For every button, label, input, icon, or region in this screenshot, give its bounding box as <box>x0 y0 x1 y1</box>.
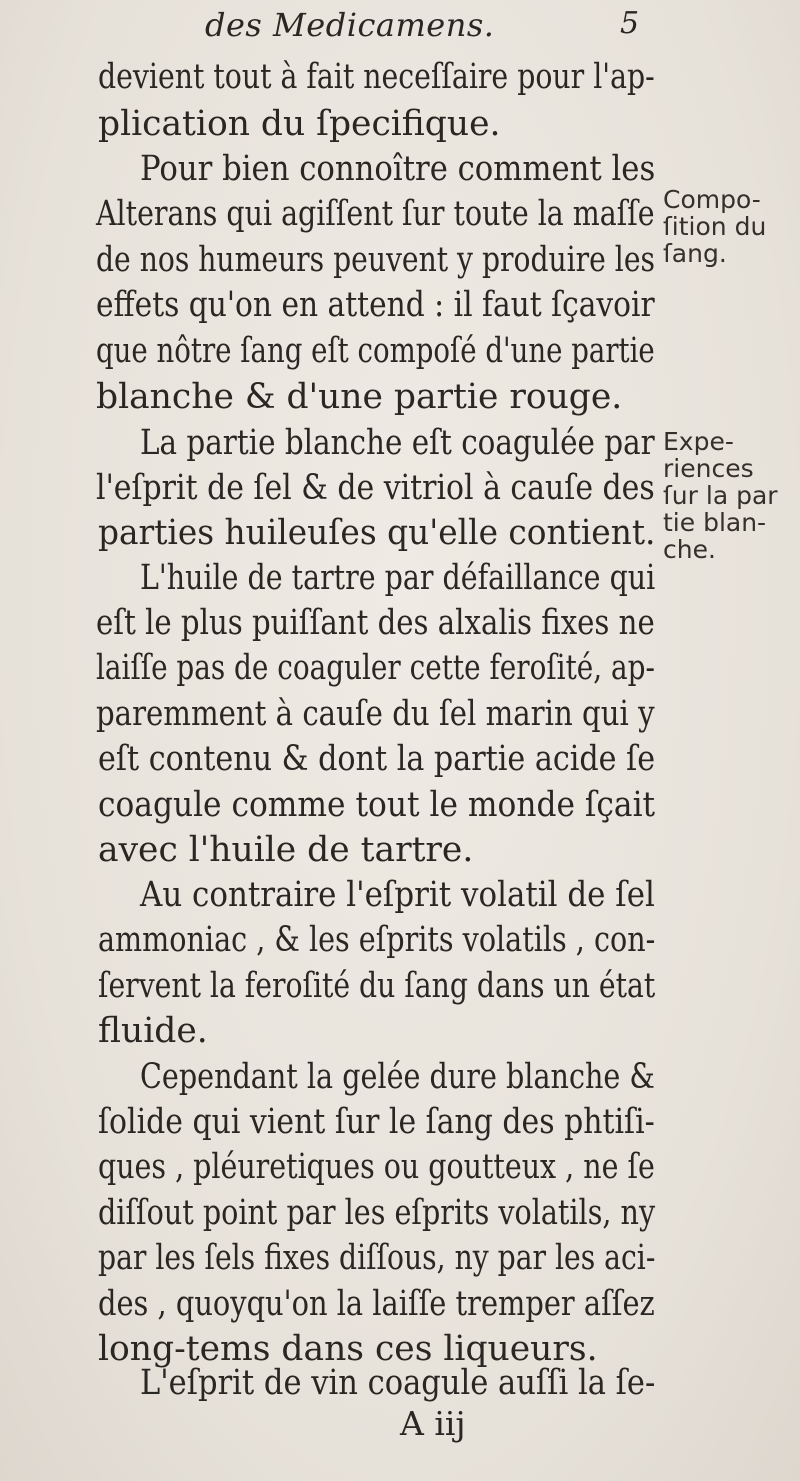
text-line: coagule comme tout le monde ſçait <box>98 785 656 825</box>
text-line: parties huileuſes qu'elle contient. <box>98 513 656 553</box>
text-line: eſt le plus puiſſant des alxalis fixes ne <box>96 603 655 643</box>
text-line: blanche & d'une partie rouge. <box>96 377 623 417</box>
text-line: devient tout à fait neceſſaire pour l'ap- <box>98 57 655 97</box>
text-line: ques , pléuretiques ou goutteux , ne ſe <box>98 1147 655 1187</box>
text-line: Pour bien connoître comment les <box>140 149 656 189</box>
running-title: des Medicamens. <box>205 6 495 44</box>
margin-note-line: che. <box>663 535 716 564</box>
page-number: 5 <box>620 6 640 41</box>
margin-note <box>663 428 793 563</box>
margin-note-line: ſang. <box>663 239 727 268</box>
signature-mark: A iij <box>400 1404 466 1443</box>
text-line: Au contraire l'eſprit volatil de ſel <box>140 875 655 915</box>
text-line: diſſout point par les eſprits volatils, ny <box>98 1193 656 1233</box>
text-line: eſt contenu & dont la partie acide ſe <box>98 739 656 779</box>
text-line: Cependant la gelée dure blanche & <box>140 1057 655 1097</box>
text-line: La partie blanche eſt coagulée par <box>140 423 655 463</box>
margin-note-line: ſur la par <box>663 481 778 510</box>
margin-note <box>663 186 793 267</box>
text-line: L'eſprit de vin coagule auſſi la ſe- <box>140 1363 656 1403</box>
margin-note-line: Expe- <box>663 427 734 456</box>
text-line: par les ſels fixes diſſous, ny par les aci- <box>98 1238 656 1278</box>
text-line: ſolide qui vient ſur le ſang des phtiſi- <box>98 1102 655 1142</box>
text-line: paremment à cauſe du ſel marin qui y <box>96 694 655 734</box>
margin-note-line: Compo- <box>663 185 761 214</box>
text-line: ammoniac , & les eſprits volatils , con- <box>98 920 656 960</box>
text-line: avec l'huile de tartre. <box>98 830 474 870</box>
text-line: l'eſprit de ſel & de vitriol à cauſe des <box>96 468 655 508</box>
text-line: Alterans qui agiſſent ſur toute la maſſe <box>96 194 655 234</box>
text-line: plication du ſpecifique. <box>98 104 501 144</box>
text-line: ſervent la feroſité du ſang dans un état <box>98 966 656 1006</box>
margin-note-line: riences <box>663 454 754 483</box>
text-line: fluide. <box>98 1011 208 1051</box>
margin-note-line: ſition du <box>663 212 767 241</box>
text-line: L'huile de tartre par défaillance qui <box>140 558 656 598</box>
text-line: que nôtre ſang eſt compoſé d'une partie <box>96 331 655 371</box>
text-line: de nos humeurs peuvent y produire les <box>96 240 655 280</box>
text-line: effets qu'on en attend : il faut ſçavoir <box>96 285 655 325</box>
text-line: des , quoyqu'on la laiſſe tremper aſſez <box>98 1284 655 1324</box>
text-line: laiſſe pas de coaguler cette feroſité, ap- <box>96 648 655 688</box>
text-line: long-tems dans ces liqueurs. <box>98 1329 598 1369</box>
margin-note-line: tie blan- <box>663 508 767 537</box>
